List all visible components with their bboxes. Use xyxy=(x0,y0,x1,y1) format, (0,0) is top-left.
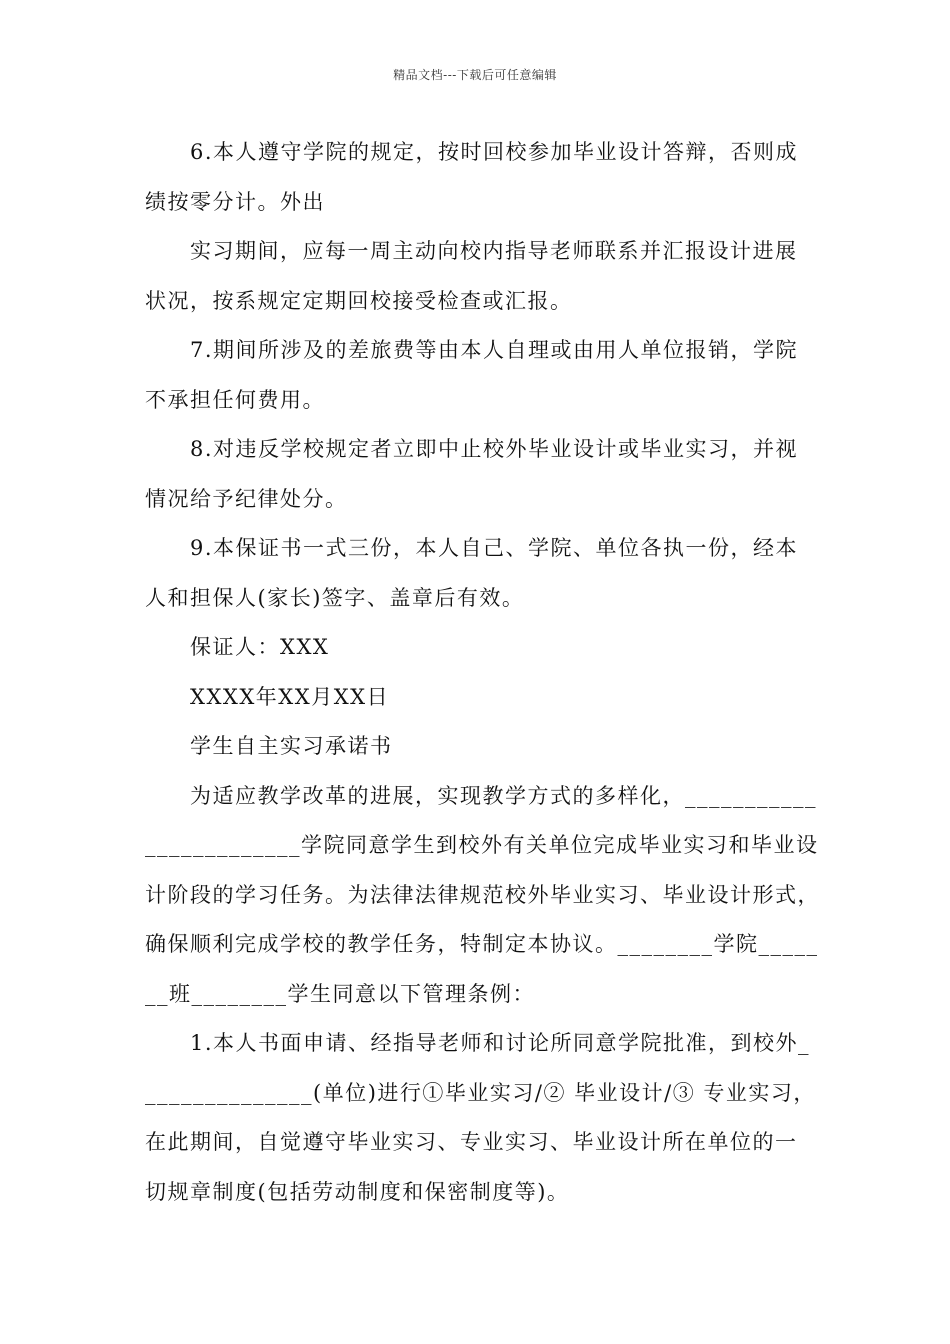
clause-7 xyxy=(145,326,810,425)
text-line: __班________学生同意以下管理条例： xyxy=(145,981,535,1006)
text-line: 6.本人遵守学院的规定，按时回校参加毕业设计答辩，否则成 xyxy=(190,140,799,164)
signature-date xyxy=(145,673,810,723)
text-line: 计阶段的学习任务。为法律法律规范校外毕业实习、毕业设计形式， xyxy=(145,882,820,907)
text-line: 实习期间，应每一周主动向校内指导老师联系并汇报设计进展 xyxy=(190,239,798,263)
text-line: 在此期间，自觉遵守毕业实习、专业实习、毕业设计所在单位的一 xyxy=(145,1130,798,1154)
clause-9 xyxy=(145,524,810,623)
text-line: _____________学院同意学生到校外有关单位完成毕业实习和毕业设 xyxy=(145,833,819,857)
text-line: 8.对违反学校规定者立即中止校外毕业设计或毕业实习，并视 xyxy=(190,437,799,461)
clause-6 xyxy=(145,128,810,227)
page-header: 精品文档---下载后可任意编辑 xyxy=(393,68,557,82)
text-line: 切规章制度(包括劳动制度和保密制度等)。 xyxy=(145,1179,570,1204)
text-line: 1.本人书面申请、经指导老师和讨论所同意学院批准，到校外_ xyxy=(190,1031,811,1055)
text-line: 学生自主实习承诺书 xyxy=(190,734,393,758)
text-line: ______________(单位)进行①毕业实习/② 毕业设计/③ 专业实习， xyxy=(145,1080,816,1105)
clause-6-continued xyxy=(145,227,810,326)
text-line: 状况，按系规定定期回校接受检查或汇报。 xyxy=(145,288,573,313)
text-line: 不承担任何费用。 xyxy=(145,387,325,412)
text-line: XXXX年XX月XX日 xyxy=(190,684,390,709)
text-line: 确保顺利完成学校的教学任务，特制定本协议。________学院_____ xyxy=(145,932,819,956)
clause-1 xyxy=(145,1019,816,1217)
clause-8 xyxy=(145,425,810,524)
text-line: 绩按零分计。外出 xyxy=(145,189,325,214)
text-line: 为适应教学改革的进展，实现教学方式的多样化，___________ xyxy=(190,783,817,808)
text-line: 9.本保证书一式三份，本人自己、学院、单位各执一份，经本 xyxy=(190,536,799,560)
text-line: 人和担保人(家长)签字、盖章后有效。 xyxy=(145,585,525,610)
text-line: 情况给予纪律处分。 xyxy=(145,486,348,511)
document-body xyxy=(145,128,820,1217)
guarantor-signature xyxy=(145,623,810,673)
intro-paragraph xyxy=(145,772,820,1020)
text-line: 保证人：XXX xyxy=(190,635,330,659)
text-line: 7.期间所涉及的差旅费等由本人自理或由用人单位报销，学院 xyxy=(190,338,799,362)
section-title xyxy=(145,722,810,772)
